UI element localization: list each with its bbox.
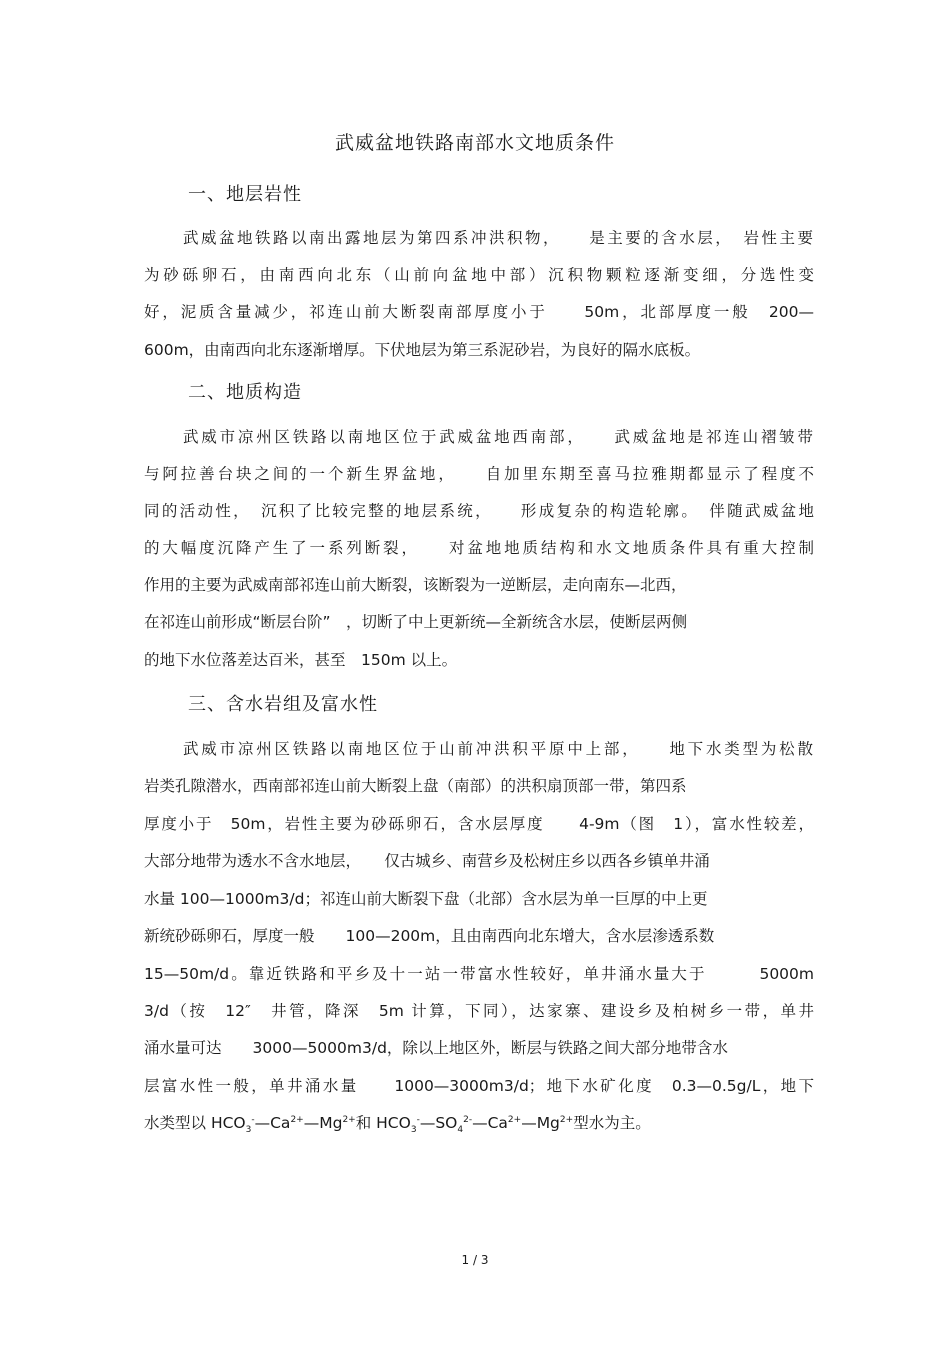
paragraph-line: 层富水性一般，单井涌水量 1000—3000m3/d；地下水矿化度 0.3—0.5g/L，地下: [144, 1077, 814, 1095]
paragraph-line: 600m，由南西向北东逐渐增厚。下伏地层为第三系泥砂岩，为良好的隔水底板。: [144, 341, 701, 359]
paragraph-line: 同的活动性， 沉积了比较完整的地层系统， 形成复杂的构造轮廓。 伴随武威盆地: [144, 502, 814, 520]
paragraph-line: 新统砂砾卵石，厚度一般 100—200m，且由南西向北东增大，含水层渗透系数: [144, 927, 715, 945]
paragraph-line: 涌水量可达 3000—5000m3/d，除以上地区外，断层与铁路之间大部分地带含水: [144, 1039, 728, 1057]
paragraph-line: 水量 100—1000m3/d；祁连山前大断裂下盘（北部）含水层为单一巨厚的中上更: [144, 890, 708, 908]
paragraph-line: 15—50m/d。靠近铁路和平乡及十一站一带富水性较好，单井涌水量大于 5000m: [144, 965, 814, 983]
paragraph-line: 武威盆地铁路以南出露地层为第四系冲洪积物， 是主要的含水层， 岩性主要: [183, 229, 813, 247]
paragraph-line: 武威市凉州区铁路以南地区位于武威盆地西南部， 武威盆地是祁连山褶皱带: [183, 428, 813, 446]
section-heading-2: 二、地质构造: [188, 382, 302, 403]
paragraph-line: 的地下水位落差达百米，甚至 150m 以上。: [144, 651, 458, 669]
paragraph-line: 武威市凉州区铁路以南地区位于山前冲洪积平原中上部， 地下水类型为松散: [183, 740, 813, 758]
paragraph-line: 岩类孔隙潜水，西南部祁连山前大断裂上盘（南部）的洪积扇顶部一带，第四系: [144, 777, 687, 795]
paragraph-line: 作用的主要为武威南部祁连山前大断裂，该断裂为一逆断层，走向南东—北西，: [144, 576, 687, 594]
page-number: 1 / 3: [461, 1253, 489, 1267]
paragraph-line: 的大幅度沉降产生了一系列断裂， 对盆地地质结构和水文地质条件具有重大控制: [144, 539, 814, 557]
section-heading-1: 一、地层岩性: [188, 184, 302, 205]
paragraph-line: 3/d（按 12″ 井管，降深 5m 计算，下同），达家寨、建设乡及柏树乡一带，单井: [144, 1002, 814, 1020]
paragraph-line: 好，泥质含量减少，祁连山前大断裂南部厚度小于 50m，北部厚度一般 200—: [144, 303, 814, 321]
paragraph-line: 在祁连山前形成“断层台阶” ，切断了中上更新统—全新统含水层，使断层两侧: [144, 613, 688, 631]
paragraph-line: 大部分地带为透水不含水地层， 仅古城乡、南营乡及松树庄乡以西各乡镇单井涌: [144, 852, 710, 870]
page-title: 武威盆地铁路南部水文地质条件: [334, 132, 615, 154]
paragraph-line: 厚度小于 50m，岩性主要为砂砾卵石，含水层厚度 4-9m（图 1），富水性较差，: [144, 815, 814, 833]
paragraph-line: 与阿拉善台块之间的一个新生界盆地， 自加里东期至喜马拉雅期都显示了程度不: [144, 465, 814, 483]
paragraph-line: 为砂砾卵石，由南西向北东（山前向盆地中部）沉积物颗粒逐渐变细，分选性变: [144, 266, 814, 284]
section-heading-3: 三、含水岩组及富水性: [188, 694, 378, 715]
chemistry-formula-line: 水类型以 $HCO_3^-—Ca^{2+}—Mg^{2+}$和 $HCO_3^-—SO_4^{2-}—Ca^{2+}—Mg^{2+}$型水为主。: [144, 1114, 651, 1136]
